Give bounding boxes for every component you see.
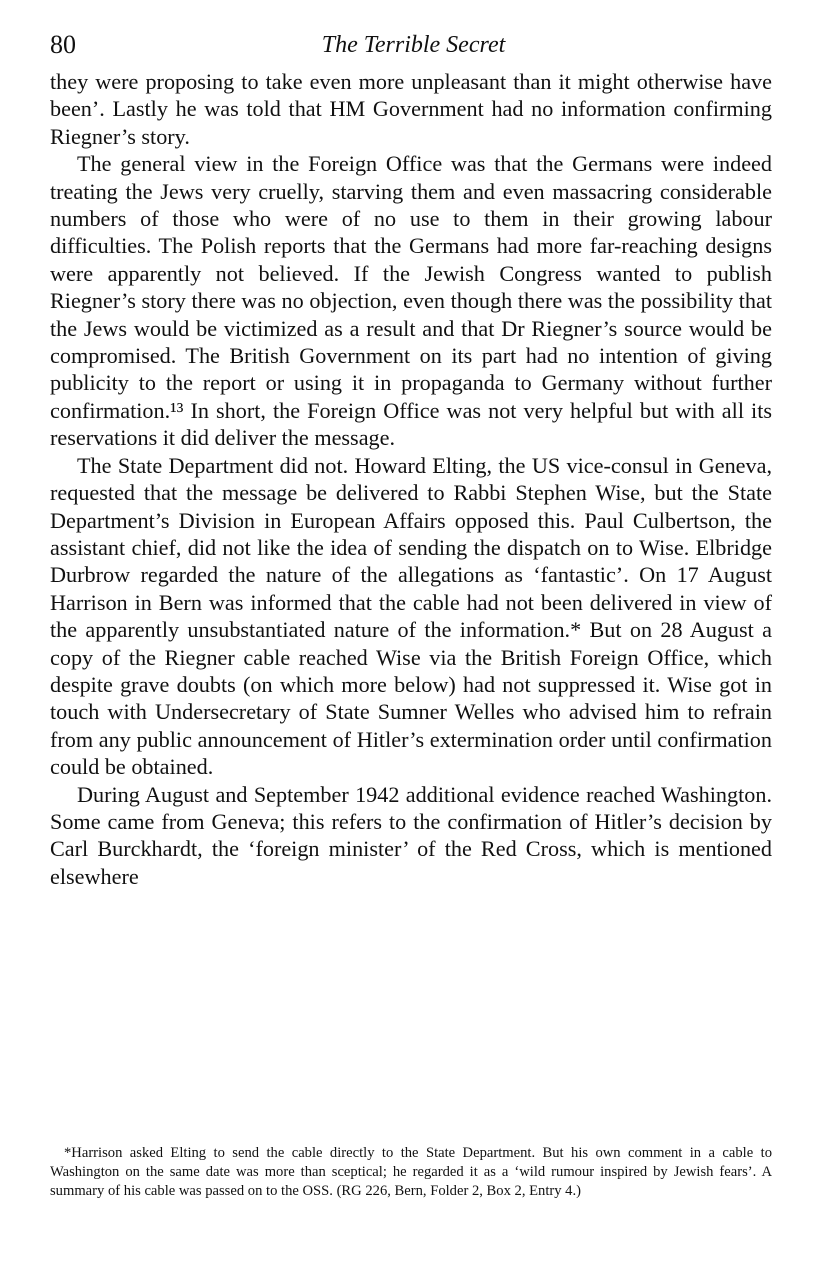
page-header — [50, 28, 777, 62]
paragraph-state-department: The State Department did not. Howard Elting, the US vice-consul in Geneva, requested that the message be delivered to Rabbi Stephen Wise, but the State Department’s Division in European Affairs opposed this. Paul Culbertson, the assistant chief, did not like the idea of sending the dispatch on to Wise. Elbridge Durbrow regarded the nature of the allegations as ‘fantastic’. On 17 August Harrison in Bern was informed that the cable had not been delivered in view of the apparently unsubstantiated nature of the information.* But on 28 August a copy of the Riegner cable reached Wise via the British Foreign Office, which despite grave doubts (on which more below) had not suppressed it. Wise got in touch with Undersecretary of State Sumner Welles who advised him to refrain from any public announcement of Hitler’s extermination order until confirmation could be obtained. — [50, 452, 772, 780]
footnote: *Harrison asked Elting to send the cable directly to the State Department. But his own comment in a cable to Washington on the same date was more than sceptical; he regarded it as a ‘wild rumour inspired by Jewish fears’. A summary of his cable was passed on to the OSS. (RG 226, Bern, Folder 2, Box 2, Entry 4.) — [50, 1145, 772, 1199]
paragraph-additional-evidence: During August and September 1942 additional evidence reached Washington. Some came from Geneva; this refers to the confirmation of Hitler’s decision by Carl Burckhardt, the ‘foreign minister’ of the Red Cross, which is mentioned elsewhere — [50, 781, 772, 889]
running-title: The Terrible Secret — [321, 32, 506, 58]
page-number: 80 — [50, 30, 76, 59]
paragraph-continued: they were proposing to take even more unpleasant than it might otherwise have been’. Lastly he was told that HM Government had no information confirming Riegner’s story. — [50, 69, 772, 149]
body-text — [50, 68, 772, 890]
paragraph-foreign-office: The general view in the Foreign Office was that the Germans were indeed treating the Jews very cruelly, starving them and even massacring considerable numbers of those who were of no use to them in their growing labour difficulties. The Polish reports that the Germans had more far-reaching designs were apparently not believed. If the Jewish Congress wanted to publish Riegner’s story there was no objection, even though there was the possibility that the Jews would be victimized as a result and that Dr Riegner’s source would be compromised. The British Government on its part had no intention of giving publicity to the report or using it in propaganda to Germany without further confirmation.¹³ In short, the Foreign Office was not very helpful but with all its reservations it did deliver the message. — [50, 151, 772, 451]
